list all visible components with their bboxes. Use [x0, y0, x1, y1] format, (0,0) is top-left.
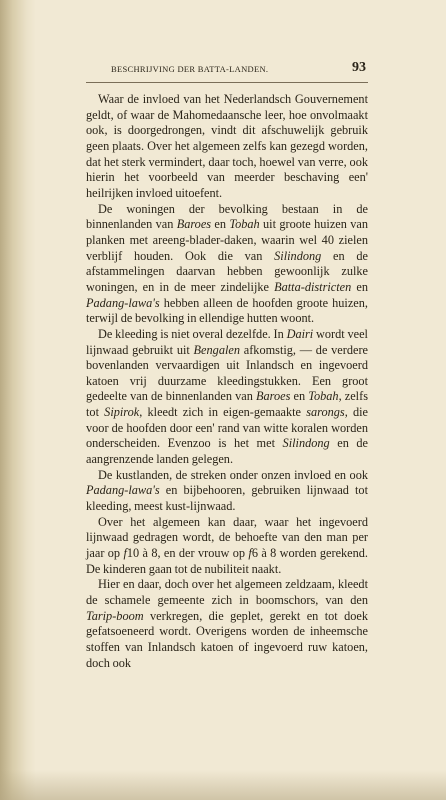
italic-term: Tobah: [229, 217, 260, 232]
paragraph: [86, 92, 368, 202]
text-run: en: [290, 389, 309, 404]
page-number: 93: [352, 60, 366, 75]
text-run: 6 à 8 worden gerekend. De kinderen gaan tot de nubiliteit naakt.: [86, 546, 369, 576]
text-run: wordt veel lijnwaad gebruikt uit: [86, 326, 368, 357]
italic-term: Dairi: [286, 326, 314, 341]
text-run: en: [211, 217, 230, 232]
paragraph: [86, 202, 368, 327]
text-run: , kleedt zich in eigen-gemaakte: [139, 405, 307, 420]
page-edge-shadow: [0, 770, 446, 800]
paragraph: [86, 468, 368, 515]
text-run: en de aangrenzende landen gelegen.: [86, 436, 369, 467]
italic-term: Silindong: [282, 436, 330, 451]
text-run: en de afstammelingen daarvan hebben gewoonlijk zulke woningen, en in de meer zindelijke: [86, 248, 369, 294]
text-run: De kleeding is niet overal dezelfde. In: [98, 326, 287, 341]
italic-term: Tarip-boom: [86, 608, 144, 623]
paragraph: [86, 577, 368, 671]
text-run: en bijbehooren, gebruiken lijnwaad tot kleeding, meest kust-lijnwaad.: [86, 483, 368, 514]
text-run: verkregen, die geplet, gerekt en tot doek gefatsoeneerd wordt. Overigens worden de inheemsche stoffen van Inlandsch katoen of ingevoerd ruw katoen, doch ook: [86, 608, 368, 670]
italic-term: Tobah: [308, 389, 339, 404]
italic-term: sarongs: [306, 405, 345, 420]
text-run: Hier en daar, doch over het algemeen zeldzaam, kleedt de schamele gemeente zich in boomschors, van den: [86, 577, 368, 607]
paragraph: [86, 515, 368, 578]
text-run: uit groote huizen van planken met areeng-blader-daken, waarin wel 40 zielen verblijf houden. Ook die van: [86, 217, 368, 263]
italic-term: Bengalen: [193, 342, 240, 357]
header-rule: [86, 82, 368, 83]
italic-term: Batta-districten: [274, 279, 352, 294]
italic-term: Padang-lawa's: [86, 483, 160, 498]
text-run: Over het algemeen kan daar, waar het ingevoerd lijnwaad gedragen wordt, de behoefte van den man per jaar op: [86, 514, 368, 561]
text-run: De woningen der bevolking bestaan in de binnenlanden van: [86, 201, 368, 232]
body-text: [86, 92, 368, 671]
italic-term: f: [123, 546, 127, 561]
binding-shadow: [0, 0, 36, 800]
italic-term: Padang-lawa's: [86, 295, 160, 310]
text-run: en: [351, 279, 368, 294]
text-run: , zelfs tot: [86, 389, 368, 420]
italic-term: Sipirok: [104, 405, 140, 420]
italic-term: f: [248, 546, 252, 561]
running-header: BESCHRIJVING DER BATTA-LANDEN.: [111, 64, 269, 74]
text-run: , die voor de hoofden door een' rand van witte koralen worden onderscheiden. Evenzoo is het met: [86, 405, 368, 451]
italic-term: Baroes: [176, 217, 212, 232]
italic-term: Silindong: [274, 248, 322, 263]
paragraph: [86, 327, 368, 468]
text-run: Waar de invloed van het Nederlandsch Gouvernement geldt, of waar de Mahomedaansche leer, hoe onvolmaakt ook, is doorgedrongen, vindt dit afschuwelijk gebruik geen plaats. Over het algemeen zelfs kan gezegd worden, dat het sterk vermindert, daar toch, hoewel van verre, ook hierin het voorbeeld van meerder beschaving een' heilrijken invloed uitoefent.: [86, 92, 368, 200]
italic-term: Baroes: [255, 389, 291, 404]
text-run: hebben alleen de hoofden groote huizen, terwijl de bevolking in ellendige hutten woont.: [86, 295, 368, 326]
text-run: 10 à 8, en der vrouw op: [126, 546, 249, 561]
text-run: afkomstig, — de verdere bovenlanden vervaardigen uit Inlandsch en ingevoerd katoen vrij duurzame kleedingstukken. Een groot gedeelte van de binnenlanden van: [86, 342, 369, 404]
text-run: De kustlanden, de streken onder onzen invloed en ook: [98, 467, 368, 482]
